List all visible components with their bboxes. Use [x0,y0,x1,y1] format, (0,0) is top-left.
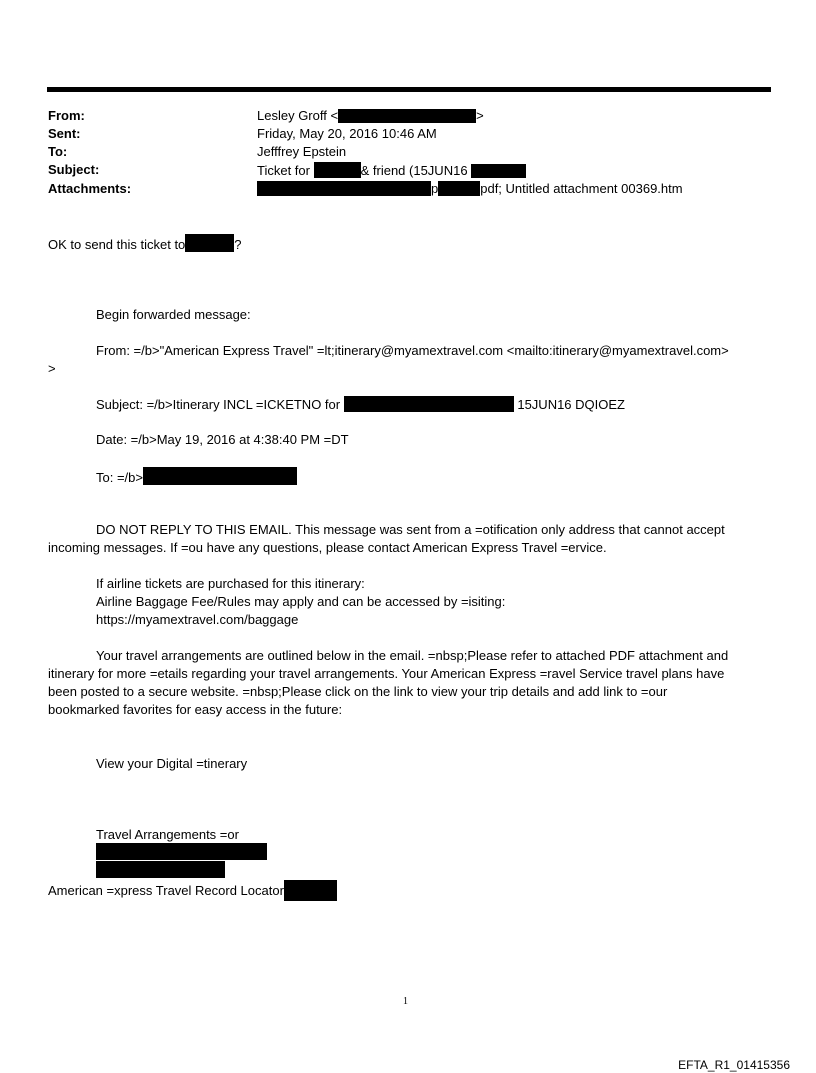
redaction-box [96,843,267,860]
redaction-box [257,181,431,196]
attachments-label: Attachments: [48,181,132,196]
document-id: EFTA_R1_01415356 [678,1058,790,1072]
airline-line-2: Airline Baggage Fee/Rules may apply and can be accessed by =isiting: [96,594,506,609]
redaction-box [338,109,476,123]
record-locator-line: American =xpress Travel Record Locator [48,880,337,901]
redaction-box [185,234,234,252]
travel-arrangements-line: Travel Arrangements =or [96,827,239,842]
forwarded-to: To: =/b> [96,467,297,486]
travel-line-2: itinerary for more =etails regarding your travel arrangements. Your American Express =ravel Service travel plans have [48,666,725,681]
notice-line-1: DO NOT REPLY TO THIS EMAIL. This message was sent from a =otification only address that cannot accept [96,522,725,537]
redaction-box [471,164,526,178]
redaction-box [143,467,297,485]
forwarded-from: From: =/b>"American Express Travel" =lt;itinerary@myamextravel.com <mailto:itinerary@myamextravel.com> [96,343,729,358]
redaction-box [438,181,480,196]
header-rule [47,87,771,92]
to-value: Jefffrey Epstein [257,144,347,159]
page-number: 1 [403,996,408,1007]
redaction-box [284,880,337,901]
redaction-box [314,162,361,178]
subject-value: Ticket for & friend (15JUN16 [257,162,526,178]
forwarded-date: Date: =/b>May 19, 2016 at 4:38:40 PM =DT [96,432,349,447]
subject-label: Subject: [48,162,100,177]
travel-line-4: bookmarked favorites for easy access in the future: [48,702,343,717]
baggage-link[interactable]: https://myamextravel.com/baggage [96,612,299,627]
ok-line: OK to send this ticket to ? [48,234,242,253]
sent-label: Sent: [48,126,81,141]
forwarded-from-cont: > [48,361,56,376]
travel-line-3: been posted to a secure website. =nbsp;Please click on the link to view your trip details and add link to =our [48,684,668,699]
view-digital-itinerary[interactable]: View your Digital =tinerary [96,756,248,771]
sent-value: Friday, May 20, 2016 10:46 AM [257,126,437,141]
forwarded-subject: Subject: =/b>Itinerary INCL =ICKETNO for 15JUN16 DQIOEZ [96,397,625,412]
travel-line-1: Your travel arrangements are outlined below in the email. =nbsp;Please refer to attached PDF attachment and [96,648,729,663]
redaction-box [96,861,225,878]
to-label: To: [48,144,68,159]
notice-line-2: incoming messages. If =ou have any questions, please contact American Express Travel =ervice. [48,540,607,555]
from-value: Lesley Groff < > [257,108,484,123]
airline-line-1: If airline tickets are purchased for this itinerary: [96,576,365,591]
redaction-box [344,396,514,412]
attachments-value: p pdf; Untitled attachment 00369.htm [257,181,683,196]
begin-forwarded: Begin forwarded message: [96,307,251,322]
from-label: From: [48,108,85,123]
